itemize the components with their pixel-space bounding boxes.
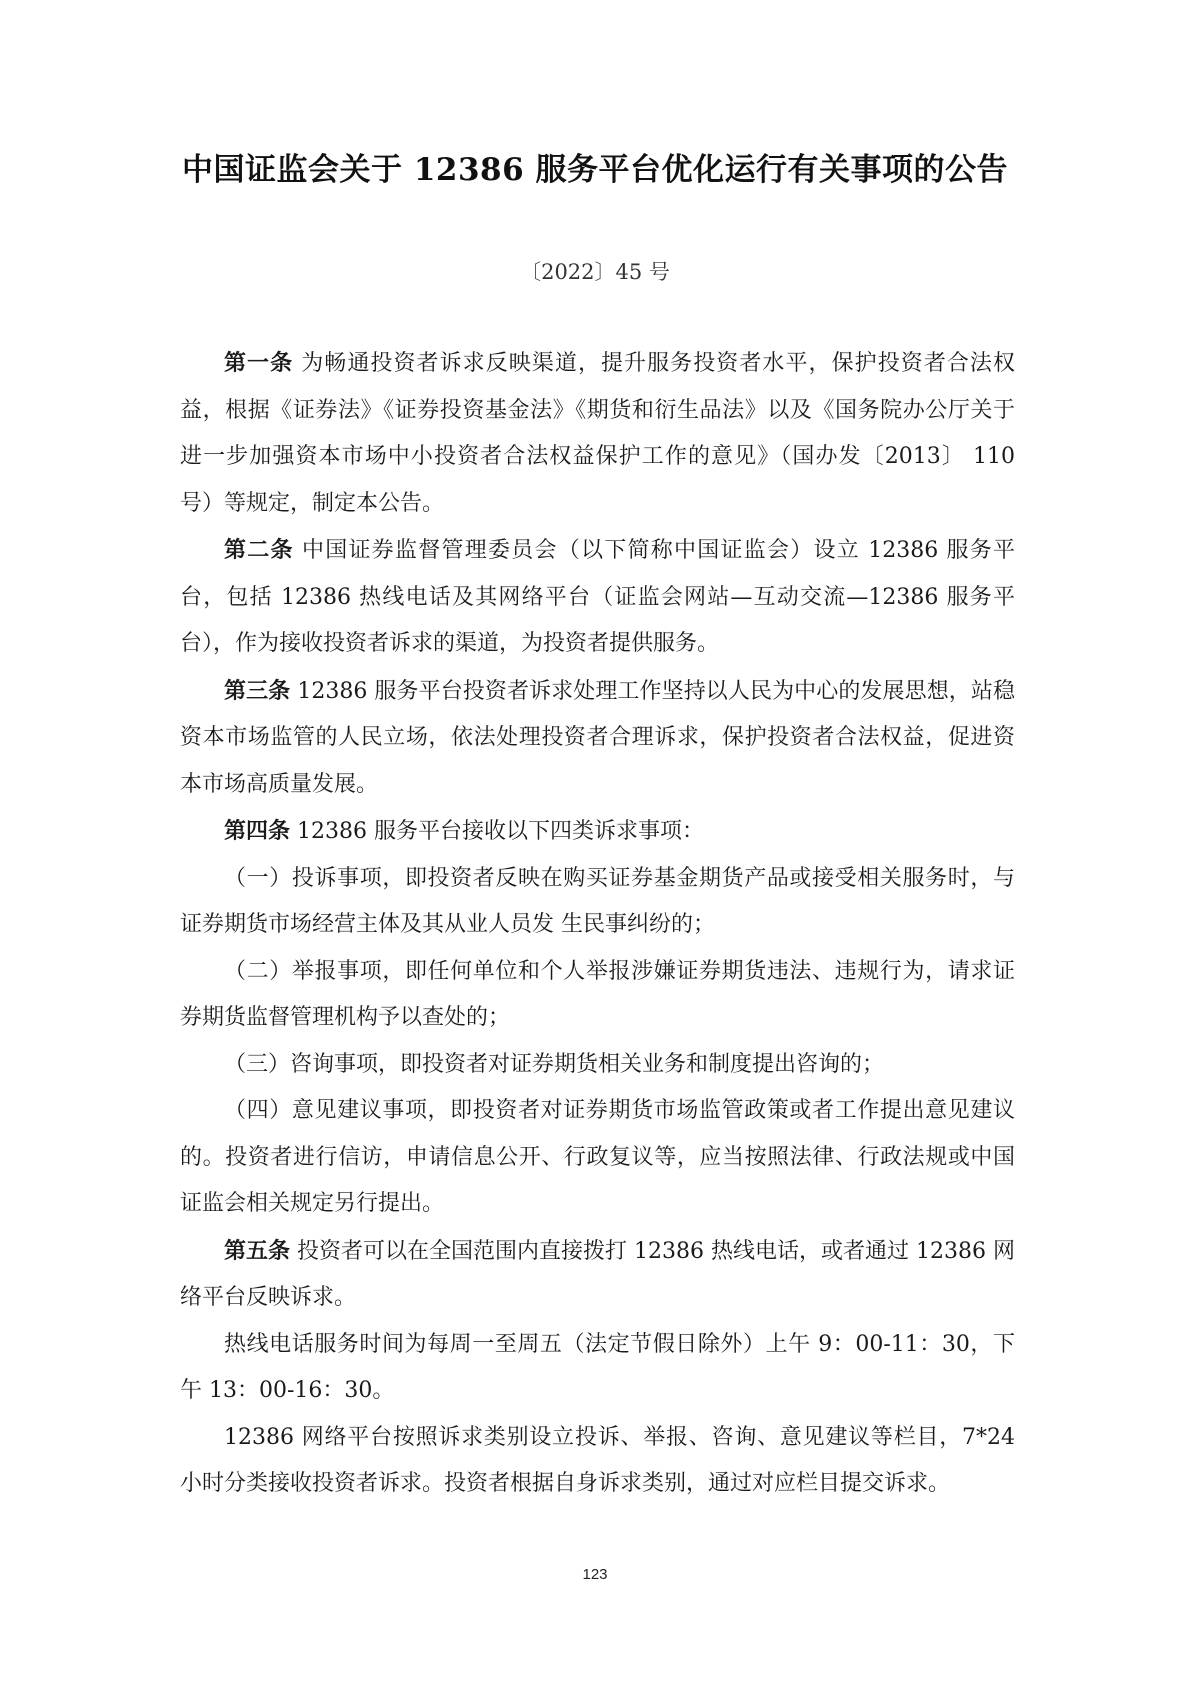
document-body (180, 340, 1015, 1508)
article-label: 第五条 (224, 1237, 291, 1264)
article-paragraph (180, 527, 1015, 668)
list-item: （二）举报事项，即任何单位和个人举报涉嫌证券期货违法、违规行为，请求证券期货监督管理机构予以查处的； (180, 958, 1015, 1030)
document-number: 〔2022〕45 号 (520, 260, 670, 284)
article-text: 为畅通投资者诉求反映渠道，提升服务投资者水平，保护投资者合法权益，根据《证券法》《证券投资基金法》《期货和衍生品法》以及《国务院办公厅关于进一步加强资本市场中小投资者合法权益保护工作的意见》（国办发〔2013〕 110 号）等规定，制定本公告。 (180, 351, 1015, 516)
article-text: 中国证券监督管理委员会（以下简称中国证监会）设立 12386 服务平台，包括 12386 热线电话及其网络平台（证监会网站—互动交流—12386 服务平台），作为接收投资者诉求的渠道，为投资者提供服务。 (180, 538, 1015, 656)
list-item: （三）咨询事项，即投资者对证券期货相关业务和制度提出咨询的； (224, 1051, 885, 1077)
article-paragraph (180, 668, 1015, 809)
list-item: （四）意见建议事项，即投资者对证券期货市场监管政策或者工作提出意见建议的。投资者进行信访，申请信息公开、行政复议等，应当按照法律、行政法规或中国证监会相关规定另行提出。 (180, 1098, 1015, 1216)
article-text: 12386 服务平台投资者诉求处理工作坚持以人民为中心的发展思想，站稳资本市场监管的人民立场，依法处理投资者合理诉求，保护投资者合法权益，促进资本市场高质量发展。 (180, 678, 1015, 797)
body-paragraph: 热线电话服务时间为每周一至周五（法定节假日除外）上午 9：00-11：30，下午 13：00-16：30。 (180, 1331, 1015, 1403)
article-paragraph (180, 340, 1015, 527)
page-number: 123 (582, 1566, 608, 1583)
article-text: 投资者可以在全国范围内直接拨打 12386 热线电话，或者通过 12386 网络平台反映诉求。 (180, 1238, 1015, 1310)
article-label: 第四条 (224, 818, 291, 844)
article-label: 第三条 (224, 677, 291, 704)
article-paragraph (180, 1228, 1015, 1322)
article-paragraph (180, 808, 1015, 856)
list-item: （一）投诉事项，即投资者反映在购买证券基金期货产品或接受相关服务时，与证券期货市场经营主体及其从业人员发 生民事纠纷的； (180, 865, 1015, 937)
document-title: 中国证监会关于 12386 服务平台优化运行有关事项的公告 (182, 152, 1008, 188)
article-label: 第一条 (224, 350, 294, 376)
body-paragraph: 12386 网络平台按照诉求类别设立投诉、举报、咨询、意见建议等栏目，7*24 小时分类接收投资者诉求。投资者根据自身诉求类别，通过对应栏目提交诉求。 (180, 1424, 1015, 1496)
article-label: 第二条 (224, 537, 294, 563)
article-text: 12386 服务平台接收以下四类诉求事项： (290, 819, 704, 844)
